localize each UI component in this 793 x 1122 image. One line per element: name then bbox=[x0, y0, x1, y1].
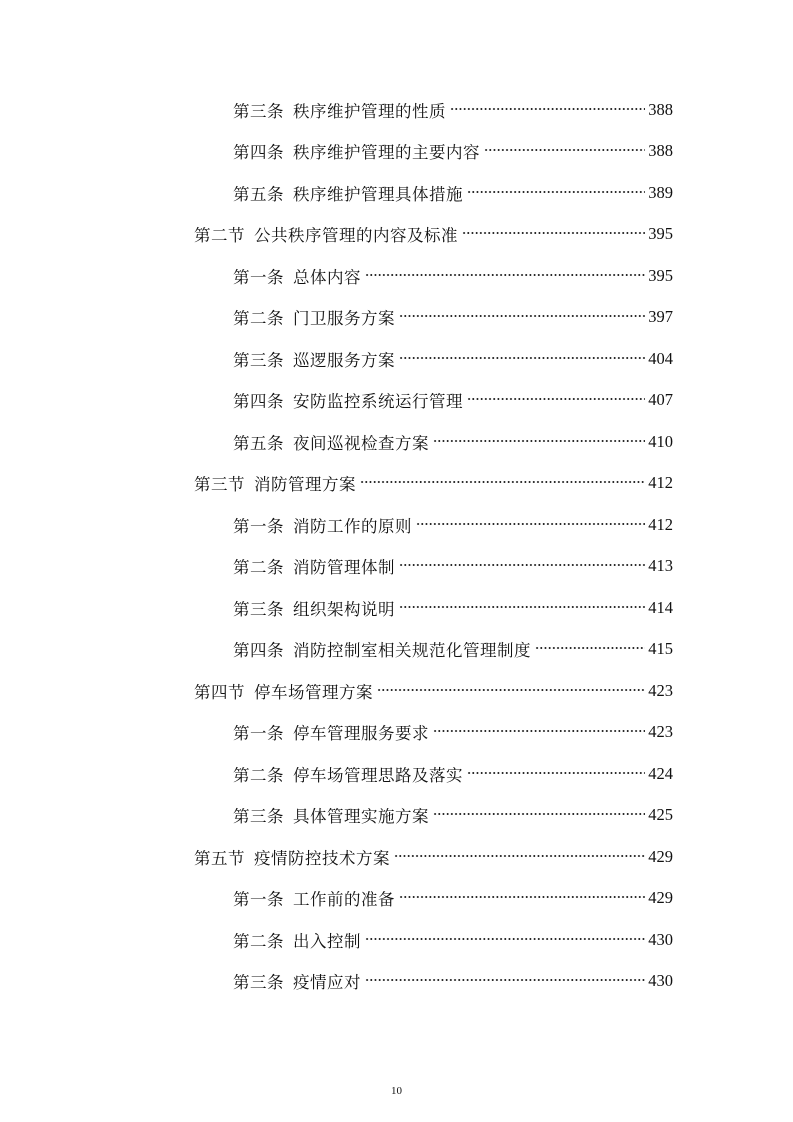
dot-leader bbox=[433, 813, 645, 815]
toc-entry-title: 秩序维护管理的性质 bbox=[293, 101, 446, 121]
dot-leader bbox=[365, 979, 645, 981]
toc-entry-number: 第五条 bbox=[233, 184, 284, 204]
toc-entry-title: 消防管理体制 bbox=[293, 558, 395, 578]
toc-entry-title: 组织架构说明 bbox=[293, 599, 395, 619]
toc-article-row[interactable] bbox=[0, 504, 793, 546]
toc-entry-title: 出入控制 bbox=[293, 931, 361, 951]
toc-entry-title: 夜间巡视检查方案 bbox=[293, 433, 429, 453]
dot-leader bbox=[467, 772, 645, 774]
dot-leader bbox=[450, 108, 645, 110]
toc-entry bbox=[233, 181, 793, 205]
toc-entry bbox=[194, 222, 793, 246]
toc-article-row[interactable] bbox=[0, 297, 793, 339]
toc-entry bbox=[233, 513, 793, 537]
toc-article-row[interactable] bbox=[0, 338, 793, 380]
toc-section-row[interactable] bbox=[0, 463, 793, 505]
toc-entry-number: 第二条 bbox=[233, 931, 284, 951]
toc-entry-title: 疫情应对 bbox=[293, 973, 361, 993]
dot-leader bbox=[462, 232, 645, 234]
dot-leader bbox=[360, 481, 645, 483]
toc-entry bbox=[233, 969, 793, 993]
toc-entry-number: 第二节 bbox=[194, 226, 245, 246]
toc-entry-title: 门卫服务方案 bbox=[293, 309, 395, 329]
toc-entry-title: 停车场管理思路及落实 bbox=[293, 765, 463, 785]
toc-entry-title: 巡逻服务方案 bbox=[293, 350, 395, 370]
toc-entry bbox=[233, 803, 793, 827]
toc-entry bbox=[233, 637, 793, 661]
toc-article-row[interactable] bbox=[0, 795, 793, 837]
toc-entry bbox=[233, 596, 793, 620]
toc-entry bbox=[233, 98, 793, 122]
toc-entry-title: 疫情防控技术方案 bbox=[254, 848, 390, 868]
dot-leader bbox=[399, 606, 645, 608]
toc-entry-number: 第四条 bbox=[233, 143, 284, 163]
toc-entry-page: 404 bbox=[648, 348, 673, 368]
toc-entry-number: 第四节 bbox=[194, 682, 245, 702]
toc-article-row[interactable] bbox=[0, 255, 793, 297]
toc-entry-page: 410 bbox=[648, 431, 673, 451]
dot-leader bbox=[484, 149, 645, 151]
toc-entry-page: 395 bbox=[648, 265, 673, 285]
toc-entry-title: 安防监控系统运行管理 bbox=[293, 392, 463, 412]
toc-article-row[interactable] bbox=[0, 172, 793, 214]
toc-entry bbox=[233, 762, 793, 786]
toc-entry-number: 第二条 bbox=[233, 765, 284, 785]
toc-article-row[interactable] bbox=[0, 753, 793, 795]
toc-entry-title: 停车场管理方案 bbox=[254, 682, 373, 702]
toc-entry-number: 第四条 bbox=[233, 392, 284, 412]
toc-entry-number: 第三条 bbox=[233, 101, 284, 121]
toc-article-row[interactable] bbox=[0, 587, 793, 629]
toc-entry-page: 429 bbox=[648, 888, 673, 908]
toc-entry-number: 第一条 bbox=[233, 267, 284, 287]
page-number: 10 bbox=[391, 1085, 402, 1097]
toc-entry-page: 429 bbox=[648, 846, 673, 866]
toc-entry-number: 第三条 bbox=[233, 973, 284, 993]
dot-leader bbox=[399, 564, 645, 566]
toc-article-row[interactable] bbox=[0, 878, 793, 920]
toc-article-row[interactable] bbox=[0, 421, 793, 463]
toc-article-row[interactable] bbox=[0, 629, 793, 671]
toc-entry bbox=[233, 139, 793, 163]
toc-section-row[interactable] bbox=[0, 670, 793, 712]
toc-entry bbox=[233, 388, 793, 412]
toc-entry-page: 430 bbox=[648, 929, 673, 949]
toc-entry-page: 407 bbox=[648, 390, 673, 410]
toc-entry-number: 第三条 bbox=[233, 599, 284, 619]
dot-leader bbox=[467, 398, 645, 400]
toc-entry-title: 消防工作的原则 bbox=[293, 516, 412, 536]
toc-section-row[interactable] bbox=[0, 836, 793, 878]
toc-section-row[interactable] bbox=[0, 214, 793, 256]
toc-article-row[interactable] bbox=[0, 131, 793, 173]
toc-entry bbox=[233, 720, 793, 744]
toc-entry bbox=[233, 305, 793, 329]
toc-entry bbox=[194, 471, 793, 495]
dot-leader bbox=[433, 440, 645, 442]
toc-article-row[interactable] bbox=[0, 380, 793, 422]
toc-entry bbox=[233, 554, 793, 578]
toc-entry-number: 第一条 bbox=[233, 516, 284, 536]
dot-leader bbox=[365, 274, 645, 276]
dot-leader bbox=[365, 938, 645, 940]
toc-entry-number: 第二条 bbox=[233, 309, 284, 329]
dot-leader bbox=[399, 315, 645, 317]
toc-entry-title: 消防控制室相关规范化管理制度 bbox=[293, 641, 531, 661]
toc-entry-title: 停车管理服务要求 bbox=[293, 724, 429, 744]
toc-entry-page: 412 bbox=[648, 473, 673, 493]
toc-entry-title: 公共秩序管理的内容及标准 bbox=[254, 226, 458, 246]
toc-article-row[interactable] bbox=[0, 712, 793, 754]
dot-leader bbox=[433, 730, 645, 732]
toc-entry bbox=[233, 347, 793, 371]
toc-entry-number: 第四条 bbox=[233, 641, 284, 661]
toc-entry-page: 425 bbox=[648, 805, 673, 825]
toc-entry-page: 424 bbox=[648, 763, 673, 783]
dot-leader bbox=[467, 191, 645, 193]
toc-entry-page: 430 bbox=[648, 971, 673, 991]
toc-entry-number: 第五节 bbox=[194, 848, 245, 868]
toc-entry-page: 388 bbox=[648, 141, 673, 161]
toc-entry-title: 秩序维护管理的主要内容 bbox=[293, 143, 480, 163]
toc-entry-number: 第一条 bbox=[233, 890, 284, 910]
table-of-contents bbox=[0, 89, 793, 1002]
toc-entry-title: 总体内容 bbox=[293, 267, 361, 287]
toc-entry-number: 第五条 bbox=[233, 433, 284, 453]
dot-leader bbox=[377, 689, 645, 691]
toc-entry-page: 414 bbox=[648, 597, 673, 617]
dot-leader bbox=[394, 855, 645, 857]
toc-entry bbox=[233, 264, 793, 288]
toc-entry bbox=[233, 886, 793, 910]
toc-article-row[interactable] bbox=[0, 919, 793, 961]
toc-entry-number: 第三节 bbox=[194, 475, 245, 495]
toc-entry-page: 388 bbox=[648, 99, 673, 119]
toc-entry-title: 秩序维护管理具体措施 bbox=[293, 184, 463, 204]
toc-entry-page: 389 bbox=[648, 182, 673, 202]
dot-leader bbox=[535, 647, 645, 649]
toc-entry-number: 第三条 bbox=[233, 807, 284, 827]
toc-entry-page: 413 bbox=[648, 556, 673, 576]
dot-leader bbox=[416, 523, 645, 525]
toc-entry bbox=[233, 430, 793, 454]
toc-entry-page: 412 bbox=[648, 514, 673, 534]
toc-entry-number: 第三条 bbox=[233, 350, 284, 370]
toc-entry-page: 423 bbox=[648, 722, 673, 742]
toc-entry-title: 具体管理实施方案 bbox=[293, 807, 429, 827]
toc-article-row[interactable] bbox=[0, 961, 793, 1003]
toc-entry-page: 395 bbox=[648, 224, 673, 244]
toc-entry-title: 消防管理方案 bbox=[254, 475, 356, 495]
toc-entry-number: 第二条 bbox=[233, 558, 284, 578]
dot-leader bbox=[399, 896, 645, 898]
toc-entry bbox=[233, 928, 793, 952]
toc-entry-page: 397 bbox=[648, 307, 673, 327]
toc-entry bbox=[194, 679, 793, 703]
dot-leader bbox=[399, 357, 645, 359]
toc-entry-page: 423 bbox=[648, 680, 673, 700]
toc-article-row[interactable] bbox=[0, 89, 793, 131]
toc-entry-title: 工作前的准备 bbox=[293, 890, 395, 910]
toc-entry-number: 第一条 bbox=[233, 724, 284, 744]
toc-article-row[interactable] bbox=[0, 546, 793, 588]
toc-entry bbox=[194, 845, 793, 869]
toc-entry-page: 415 bbox=[648, 639, 673, 659]
